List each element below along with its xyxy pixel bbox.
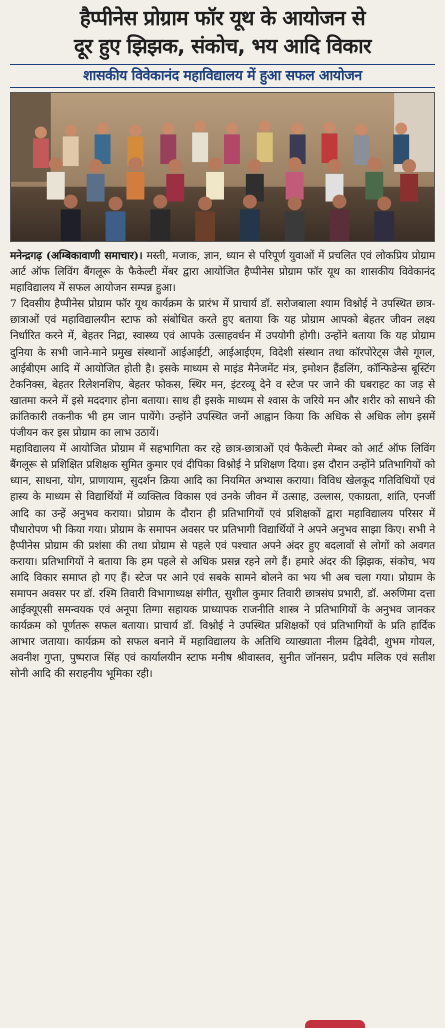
- group-photo: [10, 92, 435, 242]
- headline-line-1: हैप्पीनेस प्रोग्राम फॉर यूथ के आयोजन से: [79, 6, 366, 30]
- paragraph-3: महाविद्यालय में आयोजित प्रोग्राम में सहभागिता कर रहे छात्र-छात्राओं एवं फैकेल्टी मेम्बर को आर्ट ऑफ लिविंग बैंगलूरू से प्रशिक्षित प्रशिक्षक सुमित कुमार एवं दीपिका विश्नोई ने प्रशिक्षण दिया। इस दौरान उन्होंने प्रतिभागियों को ध्यान, साधना, योग, प्राणायाम, सुदर्शन क्रिया आदि का नियमित अभ्यास कराया। विविध खेलकूद गतिविधियों एवं हास्य के माध्यम से विद्यार्थियों में व्यक्तित्व विकास एवं उनके जीवन में उत्साह, उल्लास, एकाग्रता, शांति, एनर्जी आदि का उन्हें अनुभव कराया। प्रोग्राम के दौरान ही प्रतिभागियों एवं प्रशिक्षकों द्वारा महाविद्यालय परिसर में पौधारोपण भी किया गया। प्रोग्राम के समापन अवसर पर प्रतिभागी विद्यार्थियों ने अपने अनुभव साझा किए। सभी ने हैप्पीनेस प्रोग्राम की प्रशंसा की तथा प्रोग्राम से पहले एवं पश्चात अपने अंदर हुए बदलावों से लोगों को अवगत कराया। प्रतिभागियों ने बताया कि हम पहले से अधिक प्रसन्न रहने लगे हैं। हमारे अंदर की झिझक, संकोच, भय आदि विकार समाप्त हो गए हैं। स्टेज पर आने एवं सबके सामने बोलने का भय भी अब चला गया। प्रोग्राम के समापन अवसर पर डॉ. रश्मि तिवारी विभागाध्यक्ष संगीत, सुशील कुमार तिवारी छात्रसंघ प्रभारी, डॉ. अरुणिमा दत्ता आईक्यूएसी समन्वयक एवं अनूपा तिग्गा सहायक प्राध्यापक राजनीति शास्त्र ने प्रतिभागियों के अनुभव जानकर कार्यक्रम को पूर्णतरू सफल बताया। प्राचार्य डॉ. विश्नोई ने उपस्थित प्रशिक्षकों एवं प्रतिभागियों के प्रति हार्दिक आभार जताया। कार्यक्रम को सफल बनाने में महाविद्यालय के अतिथि व्याख्याता नीलम द्विवेदी, शुभम गोयल, अवनीश गुप्ता, पुष्पराज सिंह एवं कार्यालयीन स्टाफ मनीष श्रीवास्तव, सुनीत जॉनसन, प्रदीप मलिक एवं सतीश सोनी आदि की सराहनीय भूमिका रही।: [10, 443, 435, 681]
- paragraph-2: 7 दिवसीय हैप्पीनेस प्रोग्राम फॉर यूथ कार्यक्रम के प्रारंभ में प्राचार्य डॉ. सरोजबाला श्याम विश्नोई ने उपस्थित छात्र-छात्राओं एवं महाविद्यालयीन स्टाफ को संबोधित करते हुए बताया कि यह प्रोग्राम आपको बेहतर जीवन लक्ष्य निर्धारित करने में, बेहतर निद्रा, स्वास्थ्य एवं आपके उत्साहवर्धन में उपयोगी होगी। उन्होंने बताया कि यह प्रोग्राम दुनिया के सभी जाने-माने प्रमुख संस्थानों आईआईटी, आईआईएम, विदेशी संस्थान तथा कॉरपोरेट्स जैसे गूगल, आईबीएम आदि में आयोजित होती है। इसके माध्यम से माइंड मैनेजमेंट मंत्र, इमोशन हैंडलिंग, कॉन्फिडेन्स बूस्टिंग टेकनिक्स, बेहतर रिलेशनशिप, बेहतर फोकस, स्थिर मन, इंटरव्यू देने व स्टेज पर जाने की घबराहट का जड़ से खातमा करने में इसे मददगार होना बताया। साथ ही इसके माध्यम से श्वास के जरिये मन और शरीर को साधने की क्रांतिकारी तकनीक भी हम जान पायेंगे। उन्होंने उपस्थित जनों आह्वान किया कि अधिक से अधिक लोग इसमें पंजीयन कर इस प्रोग्राम का लाभ उठायें।: [10, 298, 435, 440]
- dateline: मनेन्द्रगढ़ (अम्बिकावाणी समाचार)।: [10, 250, 143, 262]
- article-subheadline: शासकीय विवेकानंद महाविद्यालय में हुआ सफल आयोजन: [10, 64, 435, 88]
- article-headline: [10, 0, 435, 60]
- headline-line-2: दूर हुए झिझक, संकोच, भय आदि विकार: [74, 34, 371, 58]
- paragraph-1: [10, 248, 435, 296]
- article-body: [10, 248, 435, 683]
- page-edge-marker: [305, 1020, 365, 1028]
- paragraph-1-text: मस्ती, मजाक, ज्ञान, ध्यान से परिपूर्ण युवाओं में प्रचलित एवं लोकप्रिय प्रोग्राम आर्ट ऑफ लिविंग बैंगलूरू के फैकेल्टी मेंबर द्वारा आयोजित हैप्पीनेस प्रोग्राम फॉर यूथ का शासकीय विवेकानंद महाविद्यालय में सफल आयोजन सम्पन्न हुआ।: [10, 250, 435, 295]
